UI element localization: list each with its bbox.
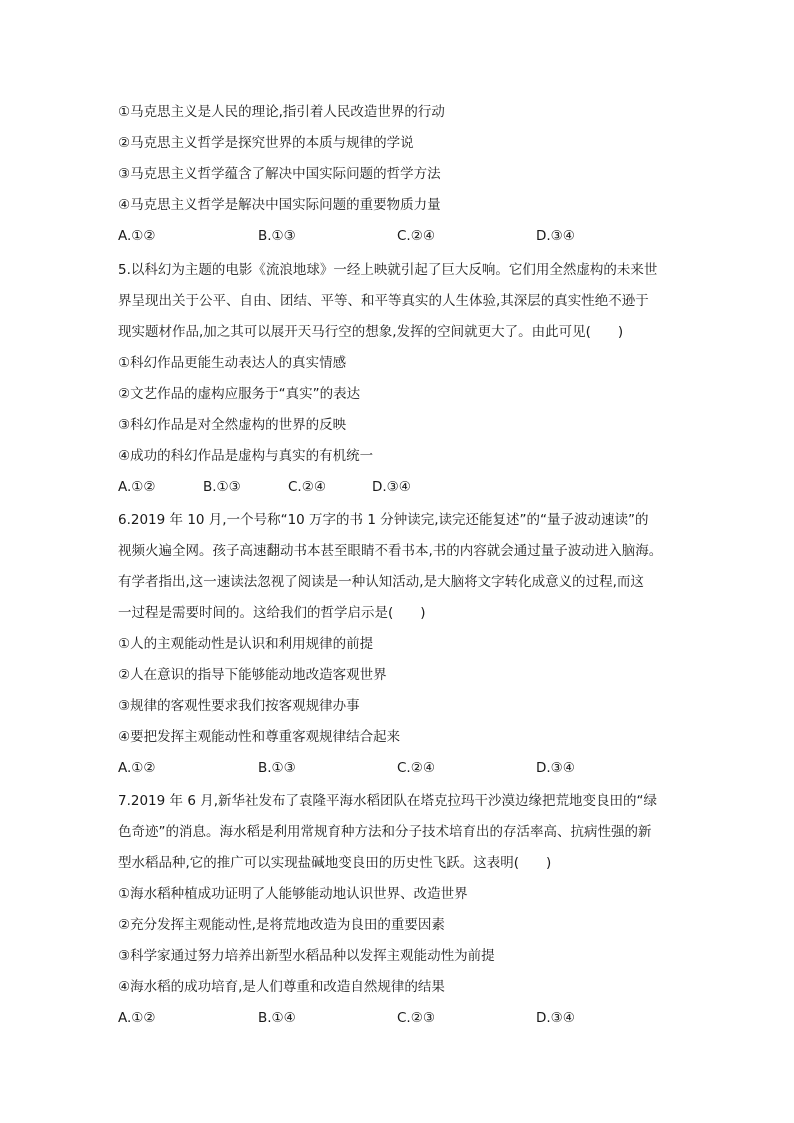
q4-statement-2: ②马克思主义哲学是探究世界的本质与规律的学说	[118, 135, 414, 151]
q7-options	[118, 1008, 678, 1028]
q6-stem-line-1: 6.2019 年 10 月,一个号称“10 万字的书 1 分钟读完,读完还能复述”的“量子波动速读”的	[118, 512, 649, 528]
q7-option-b: B.①④	[258, 1010, 296, 1026]
q5-stem-line-2: 界呈现出关于公平、自由、团结、平等、和平等真实的人生体验,其深层的真实性绝不逊于	[118, 293, 649, 309]
q6-statement-3: ③规律的客观性要求我们按客观规律办事	[118, 698, 360, 714]
q5-statement-2: ②文艺作品的虚构应服务于“真实”的表达	[118, 386, 361, 402]
q4-statement-1: ①马克思主义是人民的理论,指引着人民改造世界的行动	[118, 104, 445, 120]
q7-stem-line-2: 色奇迹”的消息。海水稻是利用常规育种方法和分子技术培育出的存活率高、抗病性强的新	[118, 824, 652, 840]
q6-statement-2: ②人在意识的指导下能够能动地改造客观世界	[118, 667, 387, 683]
q4-statement-3: ③马克思主义哲学蕴含了解决中国实际问题的哲学方法	[118, 166, 441, 182]
q7-stem-line-1: 7.2019 年 6 月,新华社发布了袁隆平海水稻团队在塔克拉玛干沙漠边缘把荒地变良田的“绿	[118, 793, 657, 809]
q4-option-c: C.②④	[397, 228, 435, 244]
q5-stem-line-1: 5.以科幻为主题的电影《流浪地球》一经上映就引起了巨大反响。它们用全然虚构的未来世	[118, 262, 658, 278]
q7-option-a: A.①②	[118, 1010, 156, 1026]
q5-option-a: A.①②	[118, 479, 156, 495]
q5-stem-line-3: 现实题材作品,加之其可以展开天马行空的想象,发挥的空间就更大了。由此可见( )	[118, 324, 624, 340]
q6-stem-line-3: 有学者指出,这一速读法忽视了阅读是一种认知活动,是大脑将文字转化成意义的过程,而这	[118, 574, 644, 590]
q5-option-d: D.③④	[372, 479, 411, 495]
q5-option-b: B.①③	[203, 479, 241, 495]
q5-statement-3: ③科幻作品是对全然虚构的世界的反映	[118, 417, 347, 433]
q6-option-c: C.②④	[397, 760, 435, 776]
q6-stem-line-4: 一过程是需要时间的。这给我们的哲学启示是( )	[118, 605, 426, 621]
q7-statement-3: ③科学家通过努力培养出新型水稻品种以发挥主观能动性为前提	[118, 948, 495, 964]
q6-statement-1: ①人的主观能动性是认识和利用规律的前提	[118, 636, 374, 652]
q5-options	[118, 477, 678, 497]
q7-statement-2: ②充分发挥主观能动性,是将荒地改造为良田的重要因素	[118, 917, 445, 933]
q4-option-a: A.①②	[118, 228, 156, 244]
q7-stem-line-3: 型水稻品种,它的推广可以实现盐碱地变良田的历史性飞跃。这表明( )	[118, 855, 552, 871]
q5-statement-4: ④成功的科幻作品是虚构与真实的有机统一	[118, 448, 374, 464]
q6-option-b: B.①③	[258, 760, 296, 776]
q6-option-a: A.①②	[118, 760, 156, 776]
q7-statement-1: ①海水稻种植成功证明了人能够能动地认识世界、改造世界	[118, 886, 468, 902]
q6-options	[118, 758, 678, 778]
q6-option-d: D.③④	[536, 760, 575, 776]
q5-statement-1: ①科幻作品更能生动表达人的真实情感	[118, 355, 347, 371]
q7-statement-4: ④海水稻的成功培育,是人们尊重和改造自然规律的结果	[118, 979, 445, 995]
q4-option-d: D.③④	[536, 228, 575, 244]
q6-statement-4: ④要把发挥主观能动性和尊重客观规律结合起来	[118, 729, 401, 745]
q7-option-d: D.③④	[536, 1010, 575, 1026]
q5-option-c: C.②④	[288, 479, 326, 495]
q4-option-b: B.①③	[258, 228, 296, 244]
q4-options	[118, 226, 678, 246]
q6-stem-line-2: 视频火遍全网。孩子高速翻动书本甚至眼睛不看书本,书的内容就会通过量子波动进入脑海。	[118, 543, 663, 559]
q7-option-c: C.②③	[397, 1010, 435, 1026]
q4-statement-4: ④马克思主义哲学是解决中国实际问题的重要物质力量	[118, 197, 441, 213]
